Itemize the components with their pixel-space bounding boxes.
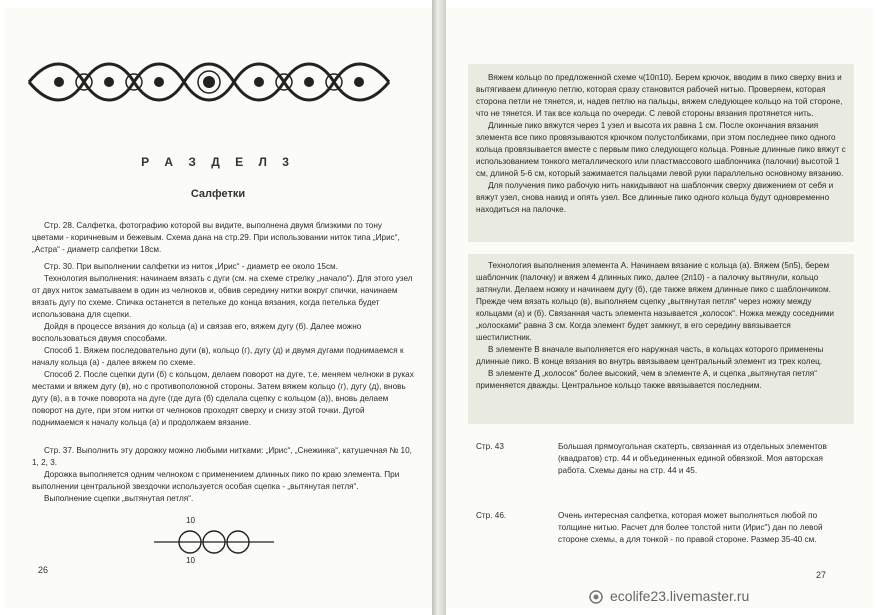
paragraph: Способ 1. Вяжем последовательно дуги (в), кольцо (г), дугу (д) и двумя дугами поднимаемся к началу кольца (а) - далее вяжем по схеме. [32,346,404,367]
paragraph: В элементе Д „колосок“ более высокий, чем в элементе А, и сцепка „вытянутая петля“ применяется дважды. Центральное кольцо также ввязывается последним. [476,369,817,390]
diagram-label-top: 10 [186,516,195,525]
tatting-diagram [154,518,274,568]
paragraph: Технология выполнения элемента А. Начинаем вязание с кольца (а). Вяжем (5п5), берем шаблончик (палочку) и вяжем 4 длинных пико, далее (2п10) - а палочку вытянули, кольцо затянули. Делаем ножку и начинаем дугу (б), где также вяжем длинные пико с шаблончиком. Прежде чем вязать кольцо (в), выполняем сцепку „вытянутая петля“ через ножку между кольцами (а) и (б). Связанная часть элемента называется „колосок“. Ножка между соседними „колосками“ равна 3 см. Когда элемент будет замкнут, в его середину ввязывается шестилистник. [476,261,834,342]
lace-ornament-border [24,56,394,108]
entry-ref: Стр. 46. [476,511,507,520]
paragraph: В элементе В вначале выполняется его наружная часть, в кольцах которого применены длинные пико. В конце вязания во внутрь ввязываем центральный элемент из трех колец. [476,345,824,366]
paragraph: Длинные пико вяжутся через 1 узел и высота их равна 1 см. После окончания вязания элемента все пико провязываются крючком полустолбиками, при этом последнее пико одного кольца провязывается вместе с первым пико следующего кольца. Ровные длинные пико вяжут с использованием тонкого металлического или пластмассового шаблончика (палочки) высотой 1 см, длиной 5-6 см, который зажимается пальцами левой руки параллельно основному вязанию. [476,121,846,178]
watermark-text: ecolife23.livemaster.ru [610,588,750,604]
left-text-block [32,220,414,256]
paragraph: Технология выполнения: начинаем вязать с дуги (см. на схеме стрелку „начало“). Для этого узел от двух ниток заматываем в один из челноков и, обвив середину нитки вокруг спички, начинаем вязать дугу по схеме. Спичка останется в петельке до конца вязания, когда петелька будет использована для сцепки. [32,274,413,319]
paragraph: Для получения пико рабочую нить накидывают на шаблончик сверху движением от себя и вяжут узел, снова накид и опять узел. Все длинные пико одного кольца будут одновременно находиться на палочке. [476,181,834,214]
rings-diagram [154,518,274,568]
paragraph: Вяжем кольцо по предложенной схеме ч(10п10). Берем крючок, вводим в пико сверху вниз и вытягиваем длинную петлю, которая сразу становится рабочей нитью. Проверяем, которая сторона петли не тянется, и, надев петлю на пальцы, вяжем следующее кольцо на той стороне, что не тянется. И так все кольца по очереди. С левой стороны вязания протянется нить. [476,73,843,118]
paragraph: Дорожка выполняется одним челноком с применением длинных пико по краю элемента. При выполнении центральной звездочки используется особая сцепка - „вытянутая петля“. [32,470,400,491]
left-text-block [32,261,414,429]
right-text-block [476,260,846,392]
diagram-label-bottom: 10 [186,556,195,565]
page-number: 26 [38,565,49,575]
entry-ref: Стр. 43 [476,442,504,451]
right-page [446,8,874,608]
section-heading: Р А З Д Е Л 3 [141,155,295,169]
paragraph: Стр. 28. Салфетка, фотографию которой вы видите, выполнена двумя близкими по тону цветами - коричневым и бежевым. Схема дана на стр.29. При использовании ниток типа „Ирис“, „Астра“ - диаметр салфетки 18см. [32,221,400,254]
right-text-block [476,72,846,216]
entry-text: Большая прямоугольная скатерть, связанная из отдельных элементов (квадратов) стр. 44 и объединенных единой обвязкой. Моя авторская работа. Схемы даны на стр. 44 и 45. [558,442,827,475]
left-page [4,8,432,608]
entry-text: Очень интересная салфетка, которая может выполняться любой по толщине нитью. Расчет для более толстой нити (Ирис") дан по левой стороне схемы, а для тонкой - по правой стороне. Размер 35-40 см. [558,511,823,544]
paragraph: Способ 2. После сцепки дуги (б) с кольцом, делаем поворот на дуге, т.е. меняем челноки в руках местами и вяжем дугу (в), но с противоположной стороны. Затем вяжем кольцо (г), дугу (д), вновь дугу (в), а в точке поворота на дуге (где дуга (б) сделала сцепку с кольцом (а)), вновь делаем поворот на дуге, при этом нитки от челноков проходят сверху и снизу этой точки. Дугой поднимаемся к началу кольца (а) и продолжаем вязание. [32,370,414,427]
book-gutter [432,0,446,615]
paragraph: Дойдя в процессе вязания до кольца (а) и связав его, вяжем дугу (б). Далее можно воспользоваться двумя способами. [32,322,362,343]
page-number: 27 [816,570,827,580]
watermark-logo-icon [588,589,604,605]
paragraph: Стр. 30. При выполнении салфетки из ниток „Ирис“ - диаметр ее около 15см. [44,262,338,271]
left-text-block [32,445,414,505]
subheading: Салфетки [190,188,246,200]
paragraph: Стр. 37. Выполнить эту дорожку можно любыми нитками: „Ирис“, „Снежинка“, катушечная № 10, 1, 2, 3. [32,446,412,467]
paragraph: Выполнение сцепки „вытянутая петля“. [44,494,194,503]
